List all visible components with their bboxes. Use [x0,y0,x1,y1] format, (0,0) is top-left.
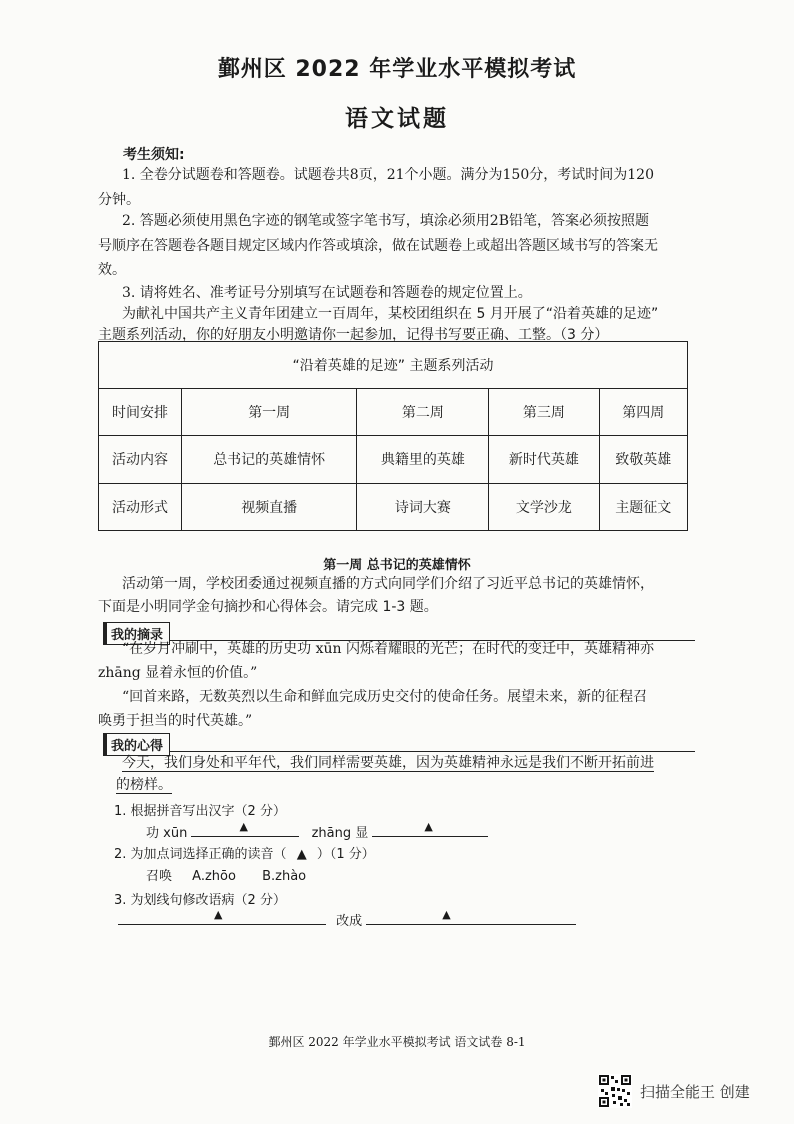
q1-answer-blank-b[interactable] [372,820,488,837]
question-1: 1. 根据拼音写出汉字（2 分） [114,804,286,819]
q2-answer-marker[interactable]: ▲ [296,847,307,862]
table-row [99,389,688,436]
page-footer: 鄞州区 2022 年学业水平模拟考试 语文试卷 8-1 [268,1035,526,1049]
table-cell: 新时代英雄 [489,436,599,483]
q1-pinyin-b: zhāng 显 [311,826,369,841]
row-label: 活动形式 [99,483,182,530]
intro-line-2: 主题系列活动，你的好朋友小明邀请你一起参加，记得书写要正确、工整。（3 分） [98,327,609,343]
q2-option-b[interactable]: B.zhào [262,869,307,884]
row-label: 活动内容 [99,436,182,483]
question-3: 3. 为划线句修改语病（2 分） [114,893,286,908]
answer-marker: ▲ [424,820,433,833]
table-title: “沿着英雄的足迹” 主题系列活动 [99,342,688,389]
question-2-options [146,865,306,884]
notice-item-2-cont: 号顺序在答题卷各题目规定区域内作答或填涂，做在试题卷上或超出答题区域书写的答案无 [98,238,658,254]
activity-table [98,341,688,531]
table-cell: 典籍里的英雄 [357,436,489,483]
answer-marker: ▲ [239,820,248,833]
table-cell: 视频直播 [182,483,357,530]
table-cell: 总书记的英雄情怀 [182,436,357,483]
reflection-divider [103,751,695,752]
notice-item-2-end: 效。 [98,262,126,278]
question-2: 2. 为加点词选择正确的读音（ ▲ ）（1 分） [114,847,375,862]
notice-item-1-cont: 分钟。 [98,192,140,208]
underlined-sentence: 今天，我们身处和平年代，我们同样需要英雄，因为英雄精神永远是我们不断开拓前进 [122,755,654,771]
section-para-2: 下面是小明同学金句摘抄和心得体会。请完成 1-3 题。 [98,599,438,615]
question-1-answers [146,822,488,841]
table-cell: 诗词大赛 [357,483,489,530]
exam-title: 鄞州区 2022 年学业水平模拟考试 [217,57,577,82]
notice-item-1: 1. 全卷分试题卷和答题卷。试题卷共8页，21个小题。满分为150分，考试时间为120 [122,167,654,183]
q3-answer-blank-b[interactable] [366,908,576,925]
table-cell: 第四周 [599,389,688,436]
intro-line-1: 为献礼中国共产主义青年团建立一百周年，某校团组织在 5 月开展了“沿着英雄的足迹” [122,306,659,322]
underlined-sentence-end: 的榜样。 [116,777,172,793]
q2-option-a[interactable]: A.zhōo [192,869,236,884]
table-cell: 第一周 [182,389,357,436]
quote-1: “在岁月冲刷中，英雄的历史功 xūn 闪烁着耀眼的光芒；在时代的变迁中，英雄精神亦 [122,641,654,657]
scanner-watermark: 扫描全能王 创建 [640,1083,750,1101]
quote-1-cont: zhāng 显着永恒的价值。” [98,665,258,681]
notice-item-2: 2. 答题必须使用黑色字迹的钢笔或签字笔书写，填涂必须用2B铅笔，答案必须按照题 [122,213,650,229]
reflection-tag: 我的心得 [103,733,170,756]
q3-change-to: 改成 [336,914,363,929]
q3-answer-blank-a[interactable] [118,908,326,925]
table-cell: 致敬英雄 [599,436,688,483]
qr-code-icon [598,1074,632,1108]
notice-heading: 考生须知: [123,147,185,163]
q1-answer-blank-a[interactable] [191,820,299,837]
quote-2: “回首来路，无数英烈以生命和鲜血完成历史交付的使命任务。展望未来，新的征程召 [122,689,648,705]
row-label: 时间安排 [99,389,182,436]
table-row [99,483,688,530]
table-cell: 主题征文 [599,483,688,530]
table-cell: 第二周 [357,389,489,436]
reflection-line-2 [116,778,172,792]
q1-pinyin-a: 功 xūn [146,826,188,841]
reflection-line-1 [122,756,654,770]
answer-marker: ▲ [214,908,223,921]
quote-2-cont: 唤勇于担当的时代英雄。” [98,713,253,729]
section-heading: 第一周 总书记的英雄情怀 [323,558,471,573]
table-row [99,436,688,483]
table-cell: 第三周 [489,389,599,436]
question-3-answers [118,910,576,929]
notice-item-3: 3. 请将姓名、准考证号分别填写在试题卷和答题卷的规定位置上。 [122,285,532,301]
answer-marker: ▲ [442,908,451,921]
subject-title: 语文试题 [345,106,449,132]
table-cell: 文学沙龙 [489,483,599,530]
q2-word: 召唤 [146,869,173,884]
section-para-1: 活动第一周，学校团委通过视频直播的方式向同学们介绍了习近平总书记的英雄情怀， [122,576,654,592]
excerpt-tag: 我的摘录 [103,622,170,645]
